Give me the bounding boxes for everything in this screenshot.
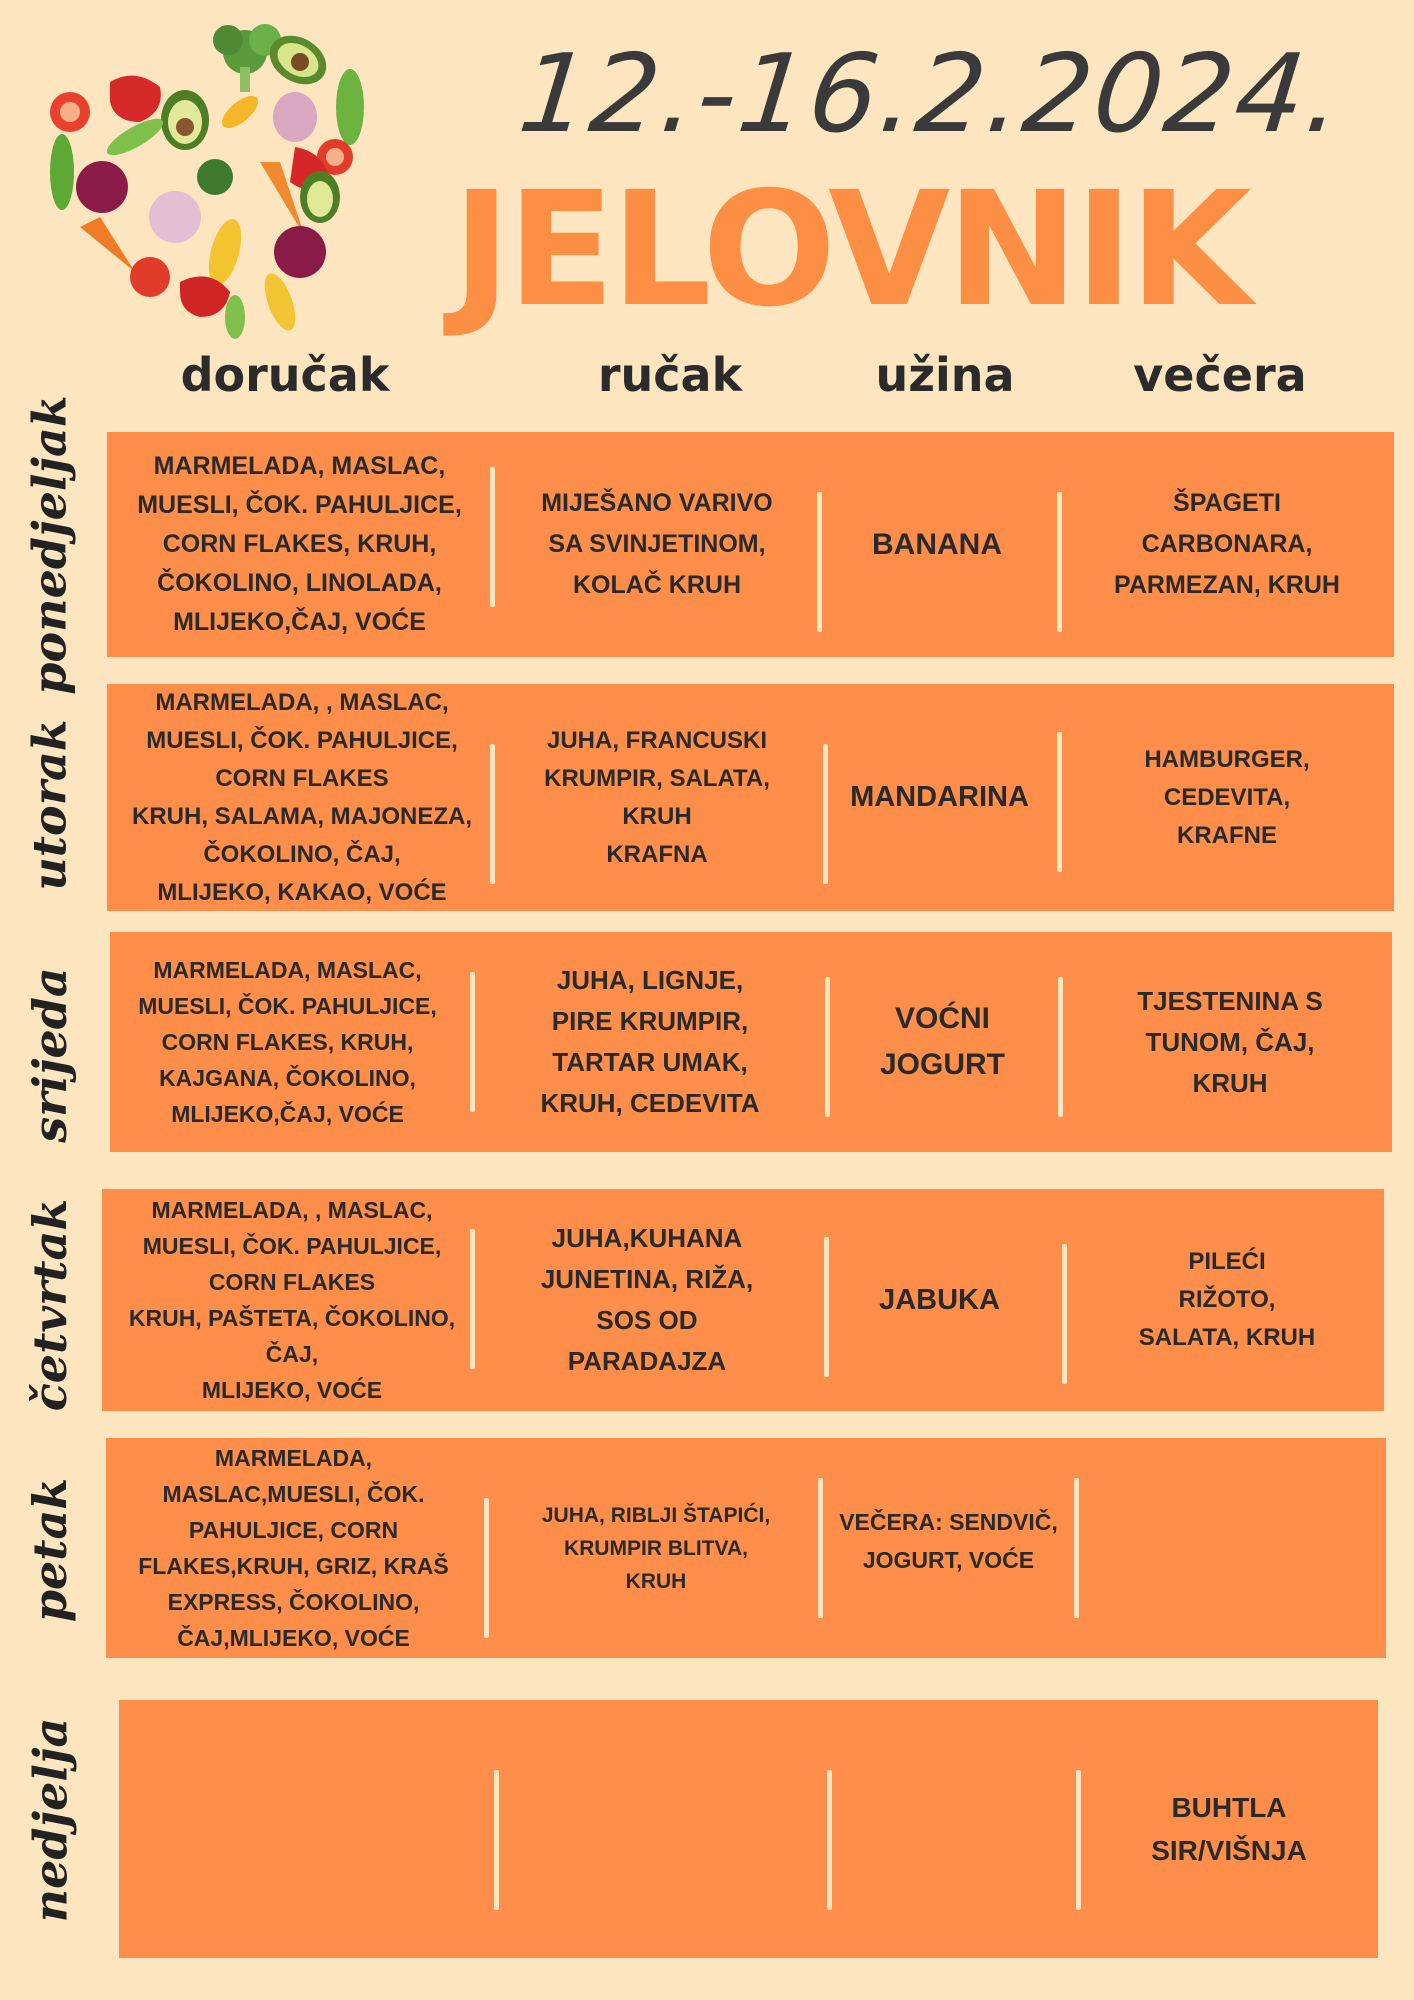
menu-cell-uzina: VEČERA: SENDVIČ, JOGURT, VOĆE bbox=[839, 1509, 1058, 1573]
day-label-utorak: utorak bbox=[23, 719, 78, 891]
day-label-srijeda: srijeda bbox=[23, 967, 77, 1143]
menu-cell-rucak: MIJEŠANO VARIVO SA SVINJETINOM, KOLAČ KRUH bbox=[541, 489, 773, 599]
menu-cell-dorucak bbox=[119, 1700, 494, 1958]
menu-row-nedjelja bbox=[119, 1700, 1378, 1958]
menu-row-cetvrtak bbox=[102, 1189, 1384, 1411]
menu-cell-rucak: JUHA, LIGNJE, PIRE KRUMPIR, TARTAR UMAK, KRUH, CEDEVITA bbox=[540, 965, 760, 1118]
vegetable-heart-icon bbox=[40, 12, 380, 342]
menu-cell-vecera: ŠPAGETI CARBONARA, PARMEZAN, KRUH bbox=[1114, 489, 1340, 599]
menu-row-srijeda bbox=[110, 932, 1392, 1152]
page-title: JELOVNIK bbox=[452, 158, 1248, 342]
menu-row-petak bbox=[106, 1438, 1386, 1658]
column-header-rucak: ručak bbox=[597, 348, 743, 402]
menu-cell-dorucak: MARMELADA, , MASLAC, MUESLI, ČOK. PAHULJICE, CORN FLAKES KRUH, PAŠTETA, ČOKOLINO, ČAJ, MLIJEKO, VOĆE bbox=[128, 1197, 456, 1403]
menu-cell-vecera: BUHTLA SIR/VIŠNJA bbox=[1151, 1792, 1307, 1866]
menu-cell-rucak bbox=[504, 1700, 824, 1958]
menu-cell-uzina: MANDARINA bbox=[850, 781, 1029, 813]
menu-cell-vecera: TJESTENINA S TUNOM, ČAJ, KRUH bbox=[1137, 985, 1323, 1098]
menu-cell-rucak: JUHA, RIBLJI ŠTAPIĆI, KRUMPIR BLITVA, KRUH bbox=[541, 1503, 771, 1593]
menu-cell-uzina: JABUKA bbox=[879, 1283, 1000, 1316]
menu-cell-vecera: HAMBURGER, CEDEVITA, KRAFNE bbox=[1144, 745, 1310, 849]
menu-row-ponedjeljak bbox=[107, 432, 1394, 657]
menu-cell-uzina bbox=[834, 1700, 1074, 1958]
menu-cell-vecera: PILEĆI RIŽOTO, SALATA, KRUH bbox=[1138, 1248, 1316, 1351]
day-label-cetvrtak: četvrtak bbox=[23, 1198, 78, 1412]
menu-cell-uzina: BANANA bbox=[872, 527, 1002, 561]
day-label-petak: petak bbox=[23, 1477, 78, 1623]
menu-cell-dorucak: MARMELADA, MASLAC, MUESLI, ČOK. PAHULJICE, CORN FLAKES, KRUH, ČOKOLINO, LINOLADA, MLIJEKO,ČAJ, VOĆE bbox=[137, 452, 462, 636]
menu-cell-vecera bbox=[1081, 1438, 1381, 1658]
date-range: 12.-16.2.2024. bbox=[513, 32, 1350, 157]
day-label-nedjelja: nedjelja bbox=[23, 1717, 77, 1923]
column-header-uzina: užina bbox=[875, 348, 1015, 402]
day-label-ponedjeljak: ponedjeljak bbox=[23, 395, 77, 695]
menu-row-utorak bbox=[107, 684, 1394, 911]
menu-cell-rucak: JUHA, FRANCUSKI KRUMPIR, SALATA, KRUH KRAFNA bbox=[544, 726, 770, 868]
column-header-vecera: večera bbox=[1133, 348, 1307, 402]
menu-cell-dorucak: MARMELADA, MASLAC,MUESLI, ČOK. PAHULJICE, CORN FLAKES,KRUH, GRIZ, KRAŠ EXPRESS, ČOKOLINO, ČAJ,MLIJEKO, VOĆE bbox=[138, 1445, 449, 1651]
menu-cell-dorucak: MARMELADA, , MASLAC, MUESLI, ČOK. PAHULJICE, CORN FLAKES KRUH, SALAMA, MAJONEZA, ČOKOLINO, ČAJ, MLIJEKO, KAKAO, VOĆE bbox=[132, 688, 472, 906]
menu-cell-uzina: VOĆNI JOGURT bbox=[879, 1002, 1005, 1081]
column-header-dorucak: doručak bbox=[180, 348, 390, 402]
menu-cell-rucak: JUHA,KUHANA JUNETINA, RIŽA, SOS OD PARADAJZA bbox=[540, 1223, 754, 1376]
menu-cell-dorucak: MARMELADA, MASLAC, MUESLI, ČOK. PAHULJICE, CORN FLAKES, KRUH, KAJGANA, ČOKOLINO, MLIJEKO,ČAJ, VOĆE bbox=[138, 957, 437, 1127]
